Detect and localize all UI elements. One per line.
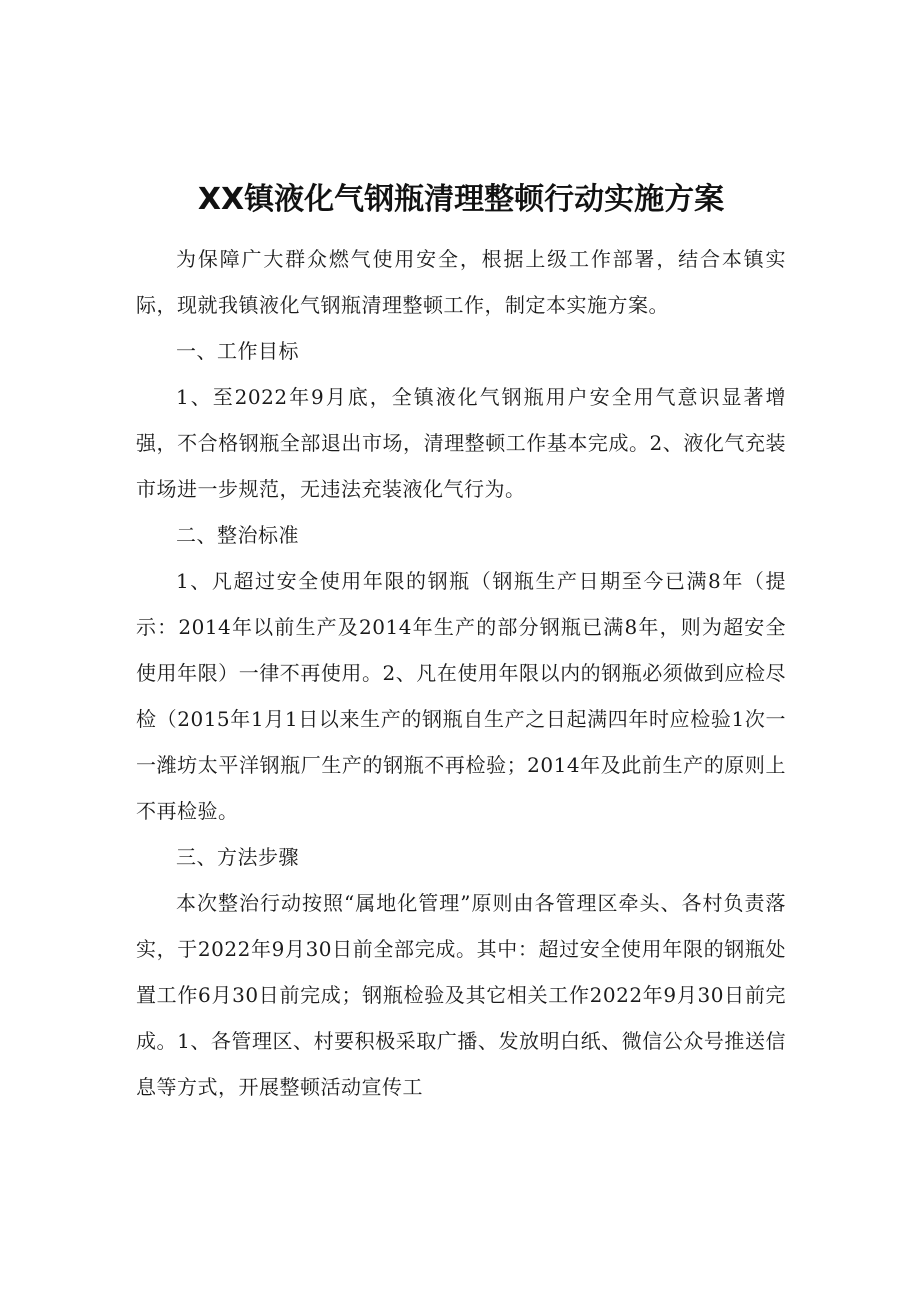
paragraph-steps: 本次整治行动按照“属地化管理”原则由各管理区牵头、各村负责落实，于2022年9月30日前全部完成。其中：超过安全使用年限的钢瓶处置工作6月30日前完成；钢瓶检验及其它相关工作2022年9月30日前完成。1、各管理区、村要积极采取广播、发放明白纸、微信公众号推送信息等方式，开展整顿活动宣传工 [136, 891, 786, 1099]
section-heading-standards: 二、整治标准 [176, 523, 299, 547]
paragraph-standards: 1、凡超过安全使用年限的钢瓶（钢瓶生产日期至今已满8年（提示：2014年以前生产及2014年生产的部分钢瓶已满8年，则为超安全使用年限）一律不再使用。2、凡在使用年限以内的钢瓶必须做到应检尽检（2015年1月1日以来生产的钢瓶自生产之日起满四年时应检验1次一一潍坊太平洋钢瓶厂生产的钢瓶不再检验；2014年及此前生产的原则上不再检验。 [136, 569, 786, 823]
document-title: XX镇液化气钢瓶清理整顿行动实施方案 [197, 182, 725, 217]
paragraph-goals: 1、至2022年9月底，全镇液化气钢瓶用户安全用气意识显著增强，不合格钢瓶全部退出市场，清理整顿工作基本完成。2、液化气充装市场进一步规范，无违法充装液化气行为。 [136, 385, 786, 501]
section-heading-steps: 三、方法步骤 [176, 845, 299, 869]
section-heading-goals: 一、工作目标 [176, 339, 299, 363]
paragraph-intro: 为保障广大群众燃气使用安全，根据上级工作部署，结合本镇实际，现就我镇液化气钢瓶清理整顿工作，制定本实施方案。 [136, 247, 786, 317]
document-body [136, 236, 786, 1110]
